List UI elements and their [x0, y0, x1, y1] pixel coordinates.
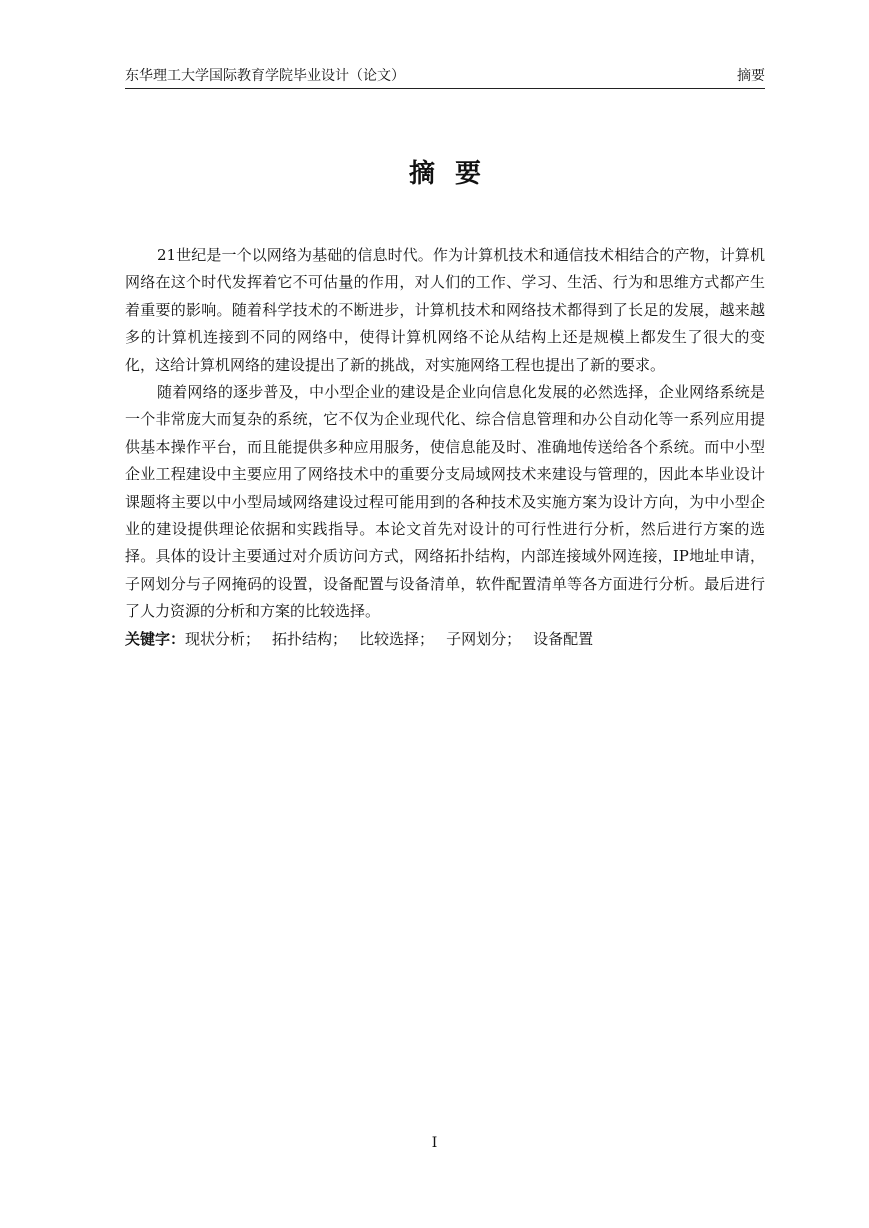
- page-header: [125, 66, 765, 89]
- header-thesis-title: 东华理工大学国际教育学院毕业设计（论文）: [125, 68, 405, 84]
- keyword-item: 拓扑结构；: [272, 629, 348, 648]
- abstract-title: 摘要: [408, 159, 501, 189]
- keywords-line: [125, 626, 765, 653]
- abstract-paragraph-2: 随着网络的逐步普及，中小型企业的建设是企业向信息化发展的必然选择，企业网络系统是一个非常庞大而复杂的系统，它不仅为企业现代化、综合信息管理和办公自动化等一系列应用提供基本操作平台，而且能提供多种应用服务，使信息能及时、准确地传送给各个系统。而中小型企业工程建设中主要应用了网络技术中的重要分支局域网技术来建设与管理的，因此本毕业设计课题将主要以中小型局域网络建设过程可能用到的各种技术及实施方案为设计方向，为中小型企业的建设提供理论依据和实践指导。本论文首先对设计的可行性进行分析，然后进行方案的选择。具体的设计主要通过对介质访问方式，网络拓扑结构，内部连接域外网连接，IP地址申请，子网划分与子网掩码的设置，设备配置与设备清单，软件配置清单等各方面进行分析。最后进行了人力资源的分析和方案的比较选择。: [125, 383, 765, 621]
- keyword-item: 比较选择；: [359, 629, 435, 648]
- header-section-name: 摘要: [737, 68, 765, 84]
- abstract-paragraph-1: 21世纪是一个以网络为基础的信息时代。作为计算机技术和通信技术相结合的产物，计算机网络在这个时代发挥着它不可估量的作用，对人们的工作、学习、生活、行为和思维方式都产生着重要的影响。随着科学技术的不断进步，计算机技术和网络技术都得到了长足的发展，越来越多的计算机连接到不同的网络中，使得计算机网络不论从结构上还是规模上都发生了很大的变化，这给计算机网络的建设提出了新的挑战，对实施网络工程也提出了新的要求。: [125, 246, 765, 374]
- keyword-item: 现状分析；: [185, 629, 261, 648]
- abstract-body: [125, 242, 765, 653]
- keyword-item: 子网划分；: [446, 629, 522, 648]
- keyword-item: 设备配置: [533, 629, 594, 648]
- keywords-label: 关键字：: [125, 629, 186, 648]
- page-number: I: [431, 1135, 438, 1151]
